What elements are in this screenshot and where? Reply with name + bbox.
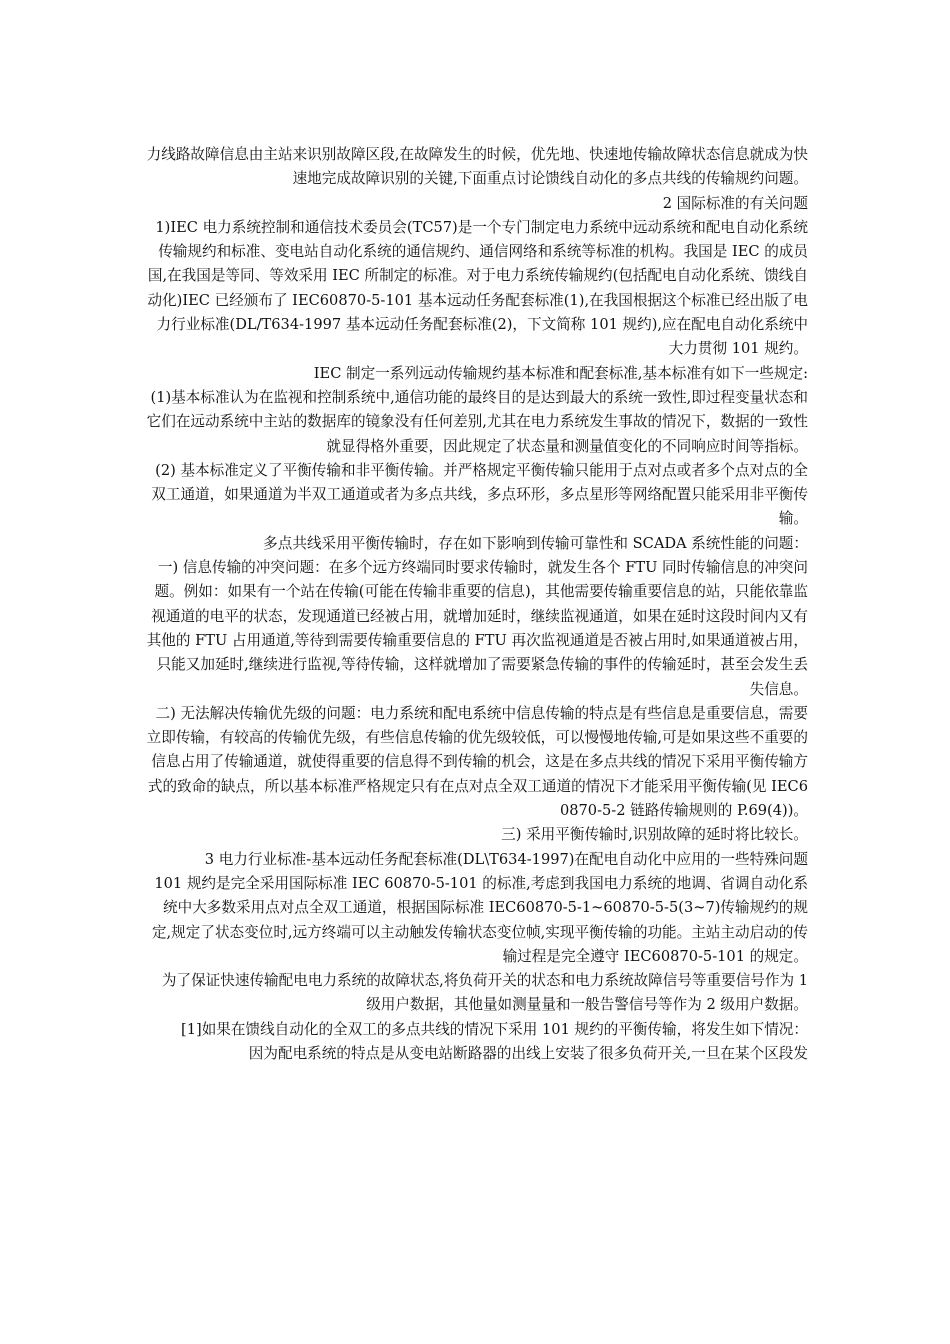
paragraph-rule-1-consistency: (1)基本标准认为在监视和控制系统中,通信功能的最终目的是达到最大的系统一致性,即过程变量状态和它们在远动系统中主站的数据库的镜象没有任何差别,尤其在电力系统发生事故的情况下，数据的一致性就显得格外重要，因此规定了状态量和测量值变化的不同响应时间等指标。 (146, 388, 808, 455)
paragraph-issue-3-delay: 三) 采用平衡传输时,识别故障的延时将比较长。 (501, 826, 808, 844)
paragraph-101-protocol: 101 规约是完全采用国际标准 IEC 60870-5-101 的标准,考虑到我国电力系统的地调、省调自动化系统中大多数采用点对点全双工通道，根据国际标准 IEC60870-5-1~60870-5-5(3~7)传输规约的规定,规定了状态变位时,远方终端可以主动触发传输状态变位帧,实现平衡传输的功能。主站主动启动的传输过程是完全遵守 IEC60870-5-101 的规定。 (151, 874, 808, 965)
paragraph-issue-2-priority: 二) 无法解决传输优先级的问题：电力系统和配电系统中信息传输的特点是有些信息是重要信息，需要立即传输，有较高的传输优先级，有些信息传输的优先级较低，可以慢慢地传输,可是如果这些不重要的信息占用了传输通道，就使得重要的信息得不到传输的机会，这是在多点共线的情况下采用平衡传输方式的致命的缺点，所以基本标准严格规定只有在点对点全双工通道的情况下才能采用平衡传输(见 IEC60870-5-2 链路传输规则的 P.69(4))。 (146, 704, 808, 820)
paragraph-iec-tc57: 1)IEC 电力系统控制和通信技术委员会(TC57)是一个专门制定电力系统中远动系统和配电自动化系统传输规约和标准、变电站自动化系统的通信规约、通信网络和系统等标准的机构。我国是 IEC 的成员国,在我国是等同、等效采用 IEC 所制定的标准。对于电力系统传输规约(包括配电自动化系统、馈线自动化)IEC 已经颁布了 IEC60870-5-101 基本远动任务配套标准(1),在我国根据这个标准已经出版了电力行业标准(DL/T634-1997 基本远动任务配套标准(2)，下文简称 101 规约),应在配电自动化系统中大力贯彻 101 规约。 (147, 218, 808, 358)
paragraph-issue-1-conflict: 一) 信息传输的冲突问题：在多个远方终端同时要求传输时，就发生各个 FTU 同时传输信息的冲突问题。例如：如果有一个站在传输(可能在传输非重要的信息)，其他需要传输重要信息的站，只能依靠监视通道的电平的状态，发现通道已经被占用，就增加延时，继续监视通道，如果在延时这段时间内又有其他的 FTU 占用通道,等待到需要传输重要信息的 FTU 再次监视通道是否被占用时,如果通道被占用，只能又加延时,继续进行监视,等待传输，这样就增加了需要紧急传输的事件的传输延时，甚至会发生丢失信息。 (146, 559, 808, 698)
paragraph-iec-standards-intro: IEC 制定一系列远动传输规约基本标准和配套标准,基本标准有如下一些规定: (313, 364, 808, 382)
paragraph-multipoint-issues-intro: 多点共线采用平衡传输时，存在如下影响到传输可靠性和 SCADA 系统性能的问题： (263, 534, 808, 552)
section-heading-industry-standard: 3 电力行业标准-基本远动任务配套标准(DL\T634-1997)在配电自动化中应用的一些特殊问题 (204, 850, 808, 868)
paragraph-rule-2-balanced-transmission: (2) 基本标准定义了平衡传输和非平衡传输。并严格规定平衡传输只能用于点对点或者多个点对点的全双工通道，如果通道为半双工通道或者为多点共线，多点环形，多点星形等网络配置只能采用非平衡传输。 (151, 461, 808, 528)
paragraph-distribution-characteristics: 因为配电系统的特点是从变电站断路器的出线上安装了很多负荷开关,一旦在某个区段发 (248, 1044, 808, 1062)
document-page (144, 143, 808, 1066)
paragraph-case-1: [1]如果在馈线自动化的全双工的多点共线的情况下采用 101 规约的平衡传输，将发生如下情况： (181, 1020, 808, 1038)
paragraph-intro-continuation: 力线路故障信息由主站来识别故障区段,在故障发生的时候，优先地、快速地传输故障状态信息就成为快速地完成故障识别的关键,下面重点讨论馈线自动化的多点共线的传输规约问题。 (146, 146, 808, 188)
section-heading-international-standards: 2 国际标准的有关问题 (662, 194, 808, 212)
paragraph-user-data-levels: 为了保证快速传输配电电力系统的故障状态,将负荷开关的状态和电力系统故障信号等重要信号作为 1 级用户数据，其他量如测量量和一般告警信号等作为 2 级用户数据。 (161, 972, 808, 1014)
